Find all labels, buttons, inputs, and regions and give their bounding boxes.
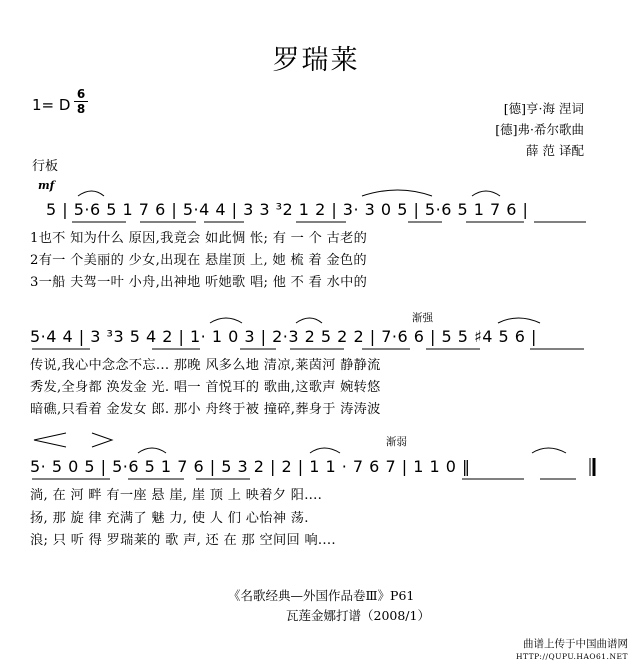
slur-icon (210, 318, 242, 323)
source-citation: 《名歌经典—外国作品卷Ⅲ》P61 (228, 588, 415, 603)
watermark-url: HTTP://QUPU.HAO61.NET (515, 652, 628, 661)
watermark-text: 曲谱上传于中国曲谱网 (523, 638, 628, 650)
slur-icon (498, 318, 540, 323)
lyric-line-3-verse-1: 淌, 在 河 畔 有一座 悬 崖, 崖 顶 上 映着夕 阳.... (30, 488, 323, 503)
lyric-line-2-verse-3: 暗礁,只看着 金发女 郎. 那小 舟终于被 撞碎,葬身于 涛涛波 (30, 402, 381, 417)
lyric-line-2-verse-1: 传说,我心中念念不忘... 那晚 风多么地 清凉,莱茵河 静静流 (30, 358, 381, 373)
slur-icon (472, 191, 500, 196)
composer-credit: [德]弗·希尔歌曲 (495, 122, 584, 137)
slur-icon (78, 191, 104, 196)
slur-icon (138, 448, 166, 453)
lyric-line-1-verse-3: 3一船 夫驾一叶 小舟,出神地 听她歌 唱; 他 不 看 水中的 (30, 275, 368, 290)
time-signature-top: 6 (76, 87, 86, 101)
slur-icon (310, 448, 340, 453)
lyricist-credit: [德]亨·海 涅词 (503, 101, 584, 116)
key-signature: 1= D (32, 96, 71, 114)
lyric-line-3-verse-2: 扬, 那 旋 律 充满了 魅 力, 使 人 们 心怡神 荡. (30, 511, 309, 526)
notation-line-1: 5 | 5·6 5 1 7 6 | 5·4 4 | 3 3 ³2 1 2 | 3· 3 0 5 | 5·6 5 1 7 6 | (46, 200, 529, 219)
time-signature-bottom: 8 (76, 102, 86, 116)
lyric-line-3-verse-3: 浪; 只 听 得 罗瑞莱的 歌 声, 还 在 那 空间回 响.... (30, 533, 336, 548)
slur-icon (532, 448, 566, 453)
notation-line-2: 5·4 4 | 3 ³3 5 4 2 | 1· 1 0 3 | 2·3 2 5 2 2 | 7·6 6 | 5 5 ♯4 5 6 | (30, 327, 537, 346)
crescendo-hairpin-icon (34, 433, 66, 447)
diminuendo-marking: 渐弱 (386, 436, 407, 448)
dynamic-mf: mf (38, 179, 55, 192)
lyric-line-1-verse-2: 2有一 个美丽的 少女,出现在 悬崖顶 上, 她 梳 着 金色的 (30, 253, 367, 268)
slur-icon (362, 190, 432, 196)
transcriber-credit: 瓦莲金娜打谱（2008/1） (286, 608, 430, 623)
slur-icon (296, 318, 322, 323)
song-title: 罗瑞莱 (272, 45, 360, 76)
lyric-line-2-verse-2: 秀发,全身都 涣发金 光. 唱一 首悦耳的 歌曲,这歌声 婉转悠 (30, 380, 381, 395)
diminuendo-hairpin-icon (92, 433, 112, 447)
tempo-marking: 行板 (32, 159, 59, 174)
crescendo-marking: 渐强 (412, 312, 433, 324)
lyric-line-1-verse-1: 1也不 知为什么 原因,我竟会 如此惆 怅; 有 一 个 古老的 (30, 231, 368, 246)
translator-credit: 薛 范 译配 (526, 143, 584, 158)
notation-line-3: 5· 5 0 5 | 5·6 5 1 7 6 | 5 3 2 | 2 | 1 1 · 7 6 7 | 1 1 0 ‖ (30, 457, 471, 476)
